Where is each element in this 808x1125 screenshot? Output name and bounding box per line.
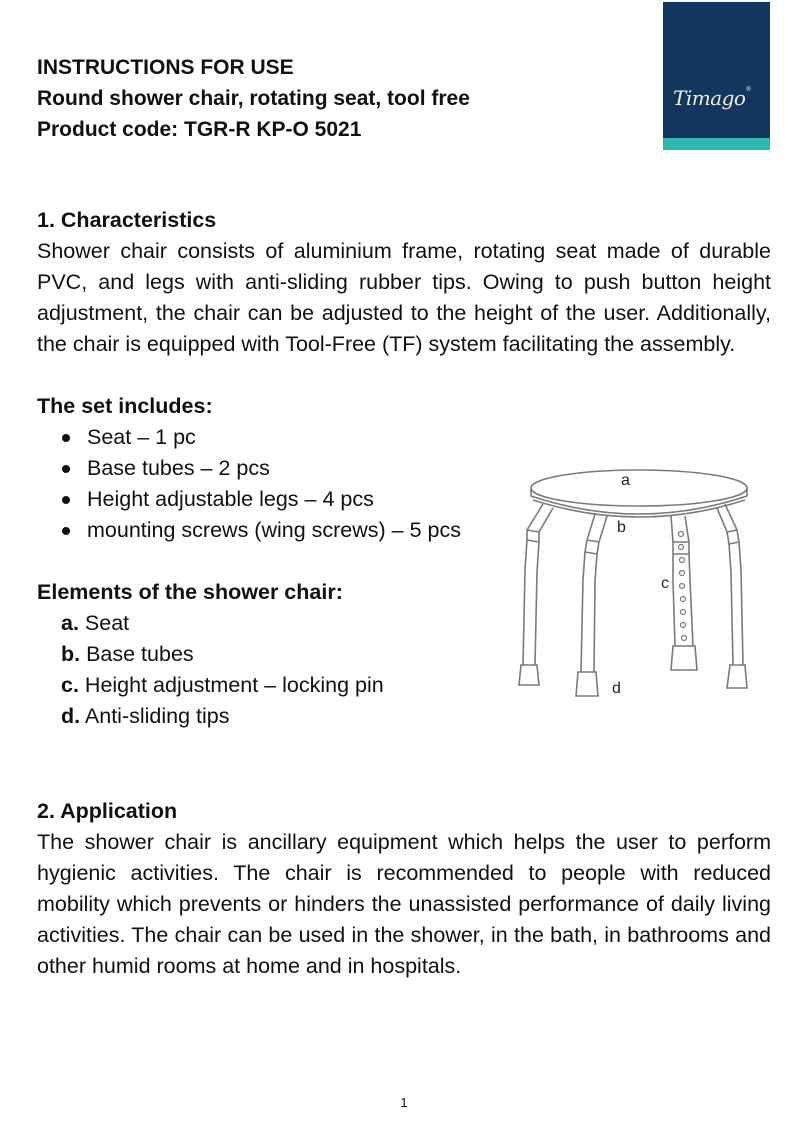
logo-wordmark: Timago®	[673, 86, 751, 110]
figure-label-c: c	[661, 575, 669, 592]
list-item: Height adjustable legs – 4 pcs	[37, 484, 771, 515]
list-item: c. Height adjustment – locking pin	[61, 673, 384, 697]
list-item: b. Base tubes	[61, 642, 194, 666]
list-item: d. Anti-sliding tips	[61, 704, 230, 728]
list-item: mounting screws (wing screws) – 5 pcs	[37, 515, 771, 546]
characteristics-body: Shower chair consists of aluminium frame, rotating seat made of durable PVC, and legs with anti-sliding rubber tips. Owing to push button height adjustment, the chair can be adjusted to the height of the user. Additionally, the chair is equipped with Tool-Free (TF) system facilitating the assembly.	[37, 239, 771, 356]
set-heading: The set includes:	[37, 394, 213, 418]
list-item: Base tubes – 2 pcs	[37, 453, 771, 484]
bullet-icon	[62, 527, 70, 535]
application-body: The shower chair is ancillary equipment which helps the user to perform hygienic activities. The chair is recommended to people with reduced mobility which prevents or hinders the unassisted performance of daily living activities. The chair can be used in the shower, in the bath, in bathrooms and other humid rooms at home and in hospitals.	[37, 830, 771, 978]
characteristics-heading: 1. Characteristics	[37, 208, 217, 232]
application-heading: 2. Application	[37, 799, 178, 823]
logo-stripe	[663, 138, 770, 150]
application-section	[37, 796, 771, 982]
product-code: Product code: TGR-R KP-O 5021	[37, 118, 362, 141]
list-item: a. Seat	[61, 611, 130, 635]
figure-label-a: a	[621, 472, 630, 489]
figure-label-d: d	[612, 680, 621, 697]
list-item: Seat – 1 pc	[37, 422, 771, 453]
figure-label-b: b	[617, 519, 626, 536]
product-name: Round shower chair, rotating seat, tool free	[37, 87, 470, 110]
bullet-icon	[62, 465, 70, 473]
document-title: INSTRUCTIONS FOR USE	[37, 56, 294, 79]
page-number: 1	[400, 1095, 408, 1110]
brand-logo	[663, 2, 770, 150]
elements-heading: Elements of the shower chair:	[37, 580, 343, 604]
document-header	[37, 52, 637, 145]
shower-chair-illustration	[505, 460, 773, 710]
bullet-icon	[62, 496, 70, 504]
bullet-icon	[62, 434, 70, 442]
